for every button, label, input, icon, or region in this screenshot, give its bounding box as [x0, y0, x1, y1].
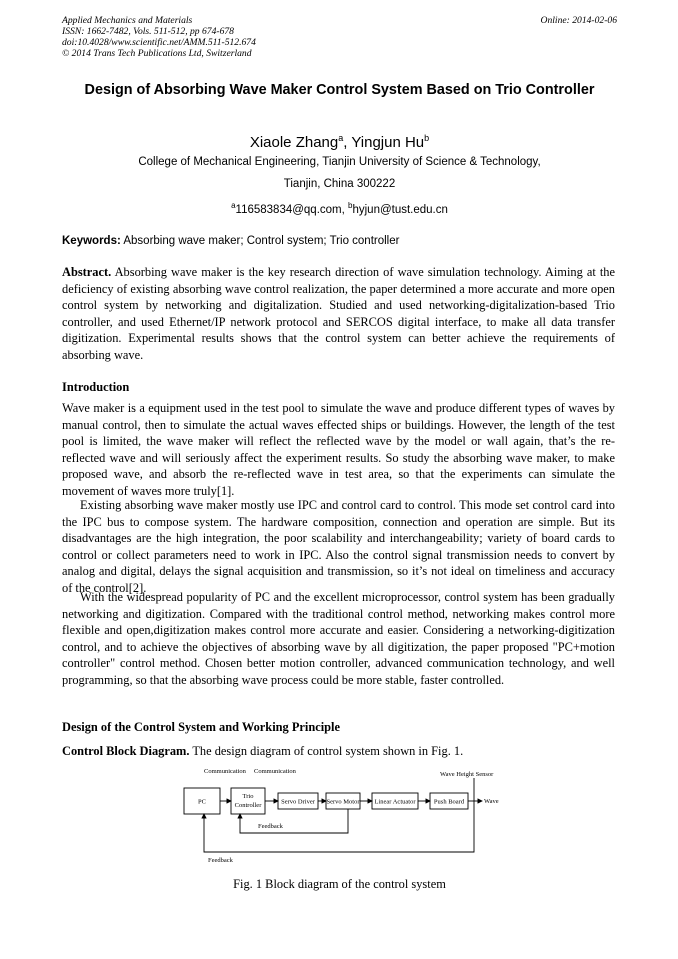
paper-title: Design of Absorbing Wave Maker Control System Based on Trio Controller [84, 82, 595, 98]
journal-header [62, 15, 617, 59]
servo-driver-label: Servo Driver [281, 798, 315, 806]
affiliation-city: Tianjin, China 300222 [283, 178, 396, 190]
abstract-text: Absorbing wave maker is the key research direction of wave simulation technology. Aiming at the deficiency of existing absorbing wave control realization, the paper determined a more accurate and more open control system by networking and digitalization. Studied and used networking-digitalization-based Trio controller, and used Ethernet/IP network protocol and SERCOS digital interface, to make all data transfer digitization. Experimental results shows that the control system can better achieve the requirements of absorbing wave. [62, 265, 615, 362]
online-date: Online: 2014-02-06 [540, 15, 617, 26]
issn-line: ISSN: 1662-7482, Vols. 511-512, pp 674-678 [62, 26, 234, 37]
email-superscript: a [231, 201, 236, 210]
feedback-label: Feedback [258, 823, 283, 830]
abstract-label: Abstract. [62, 265, 112, 279]
wave-label: Wave [484, 798, 499, 805]
control-block-diagram [178, 764, 508, 874]
controller-label: Controller [234, 802, 262, 809]
author-line [62, 129, 617, 152]
copyright-line: © 2014 Trans Tech Publications Ltd, Switzerland [62, 48, 252, 59]
section-heading: Introduction [62, 380, 130, 394]
abstract-paragraph [62, 264, 615, 363]
body-paragraph: With the widespread popularity of PC and the excellent microprocessor, control system has been gradually networking and digitization. Compared with the traditional control method, networking makes control more flexible and open,digitization makes control more accurate and easier. Considering a networking-digitization control, and to achieve the objectives of absorbing wave by all digitization, the paper proposed "PC+motion controller" control method. Chosen better motion controller, advanced communication technology, and well programming, so that the absorbing wave process could be more stable, faster controlled. [62, 590, 615, 687]
doi-line: doi:10.4028/www.scientific.net/AMM.511-512.674 [62, 37, 256, 48]
communication-label: Communication [254, 768, 296, 775]
email-line [62, 199, 617, 217]
subsection-paragraph [62, 743, 615, 760]
author-name: Xiaole Zhang [249, 134, 339, 151]
body-paragraph: Existing absorbing wave maker mostly use IPC and control card to control. This mode set control card into the IPC bus to compose system. The hardware composition, connection and operation are simple. But its disadvantages are the high integration, the poor scalability and interchangeability; variety of board cards to control or collect parameters need to work in IPC. Also the control signal transmission needs to convert by analog and digital, delays the signal acquisition and transmission, so it’s not ideal on timeliness and accuracy of the control[2]. [62, 498, 615, 595]
email-link[interactable]: 116583834@qq.com, [235, 203, 349, 216]
servo-motor-label: Servo Motor [326, 798, 360, 806]
author-name: Yingjun Hu [351, 134, 425, 151]
author-separator: , [343, 134, 352, 151]
journal-name: Applied Mechanics and Materials [62, 15, 193, 26]
figure-caption: Fig. 1 Block diagram of the control system [233, 877, 446, 891]
trio-controller-block [231, 788, 265, 814]
push-board-label: Push Board [433, 798, 465, 806]
keywords-label: Keywords: [62, 235, 121, 247]
email-superscript: b [348, 201, 353, 210]
feedback-label: Feedback [208, 857, 233, 864]
author-superscript: b [424, 133, 430, 143]
affiliation-line: College of Mechanical Engineering, Tianjin University of Science & Technology, [138, 156, 541, 168]
linear-actuator-label: Linear Actuator [374, 798, 416, 806]
keywords-text: Absorbing wave maker; Control system; Trio controller [120, 235, 400, 247]
trio-label: Trio [242, 793, 254, 800]
body-paragraph: Wave maker is a equipment used in the test pool to simulate the wave and produce different types of waves by manual control, then to simulate the actual waves effected ships or buildings. However, the length of the test pool is limited, the wave maker will reflect the reflected wave by the model or wall again, that’s the re-reflected wave and will seriously affect the experiment results. So study the absorbing wave maker, to make proposed wave, and absorb the re-reflected wave in test area, so that the experiments can simulate the movement of waves more truly[1]. [62, 401, 615, 498]
subsection-text: The design diagram of control system shown in Fig. 1. [189, 744, 464, 758]
author-superscript: a [338, 133, 344, 143]
outer-feedback-line [204, 778, 474, 852]
inner-feedback-line [240, 809, 348, 833]
email-link[interactable]: hyjun@tust.edu.cn [352, 203, 448, 216]
pc-label: PC [198, 798, 206, 806]
subsection-label: Control Block Diagram. [62, 744, 190, 758]
section-heading: Design of the Control System and Working Principle [62, 720, 341, 734]
wave-height-sensor-label: Wave Height Sensor [440, 771, 494, 778]
keywords-line [62, 234, 617, 248]
communication-label: Communication [204, 768, 246, 775]
